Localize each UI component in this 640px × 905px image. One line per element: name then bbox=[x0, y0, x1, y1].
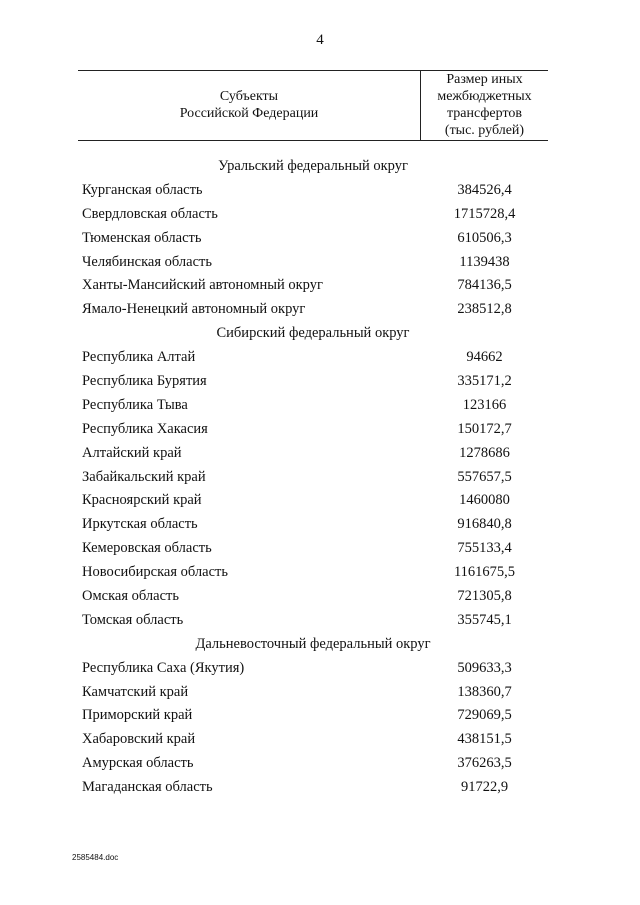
region-name: Республика Саха (Якутия) bbox=[82, 659, 245, 676]
region-name: Приморский край bbox=[82, 707, 193, 724]
region-name: Алтайский край bbox=[82, 444, 182, 461]
region-name: Кемеровская область bbox=[82, 540, 212, 557]
table-row bbox=[78, 442, 548, 466]
region-name: Тюменская область bbox=[82, 229, 202, 246]
transfer-amount: 755133,4 bbox=[457, 540, 512, 557]
table-row bbox=[78, 466, 548, 490]
region-name: Челябинская область bbox=[82, 253, 212, 270]
transfer-amount: 916840,8 bbox=[457, 516, 512, 533]
region-name: Магаданская область bbox=[82, 779, 213, 796]
table-row bbox=[78, 561, 548, 585]
region-name: Хабаровский край bbox=[82, 731, 196, 748]
region-name: Забайкальский край bbox=[82, 468, 206, 485]
transfer-amount: 1139438 bbox=[459, 253, 510, 270]
transfer-amount: 94662 bbox=[466, 349, 503, 366]
table-row bbox=[78, 394, 548, 418]
transfer-amount: 138360,7 bbox=[457, 683, 512, 700]
table-row bbox=[78, 489, 548, 513]
header-amount-line: межбюджетных bbox=[437, 89, 532, 104]
region-name: Камчатский край bbox=[82, 683, 189, 700]
region-name: Свердловская область bbox=[82, 205, 218, 222]
transfer-amount: 355745,1 bbox=[457, 611, 512, 628]
table-row bbox=[78, 179, 548, 203]
region-name: Ямало-Ненецкий автономный округ bbox=[82, 301, 306, 318]
transfer-amount: 1460080 bbox=[459, 492, 510, 509]
table-row bbox=[78, 609, 548, 633]
transfer-amount: 438151,5 bbox=[457, 731, 512, 748]
region-name: Красноярский край bbox=[82, 492, 202, 509]
header-amount-line: (тыс. рублей) bbox=[444, 123, 525, 138]
region-name: Курганская область bbox=[82, 181, 203, 198]
region-name: Томская область bbox=[82, 611, 184, 628]
page-number: 4 bbox=[316, 32, 324, 48]
header-amount bbox=[421, 71, 548, 139]
transfer-amount: 1161675,5 bbox=[453, 564, 516, 581]
transfer-amount: 729069,5 bbox=[457, 707, 512, 724]
table-row bbox=[78, 227, 548, 251]
transfer-amount: 384526,4 bbox=[457, 181, 512, 198]
header-subjects bbox=[78, 88, 420, 122]
table-row bbox=[78, 370, 548, 394]
table-row bbox=[78, 657, 548, 681]
transfer-amount: 509633,3 bbox=[457, 659, 512, 676]
transfer-amount: 91722,9 bbox=[460, 779, 509, 796]
region-name: Республика Алтай bbox=[82, 349, 196, 366]
table-row bbox=[78, 298, 548, 322]
region-name: Омская область bbox=[82, 588, 179, 605]
transfer-amount: 610506,3 bbox=[457, 229, 512, 246]
header-subjects-line: Российской Федерации bbox=[179, 106, 319, 121]
header-amount-line: Размер иных bbox=[446, 72, 523, 87]
region-name: Республика Хакасия bbox=[82, 420, 208, 437]
table-row bbox=[78, 752, 548, 776]
transfer-amount: 1278686 bbox=[459, 444, 510, 461]
district-heading: Дальневосточный федеральный округ bbox=[195, 635, 431, 652]
transfer-amount: 335171,2 bbox=[457, 373, 512, 390]
document-filename: 2585484.doc bbox=[72, 853, 119, 862]
region-name: Новосибирская область bbox=[82, 564, 228, 581]
table-row bbox=[78, 513, 548, 537]
region-name: Иркутская область bbox=[82, 516, 198, 533]
header-subjects-line: Субъекты bbox=[219, 89, 279, 104]
region-name: Ханты-Мансийский автономный округ bbox=[82, 277, 323, 294]
table-row bbox=[78, 681, 548, 705]
table-row bbox=[78, 585, 548, 609]
table-row bbox=[78, 537, 548, 561]
district-heading: Сибирский федеральный округ bbox=[216, 325, 410, 342]
region-name: Амурская область bbox=[82, 755, 194, 772]
transfer-amount: 1715728,4 bbox=[453, 205, 516, 222]
table-row bbox=[78, 728, 548, 752]
transfer-amount: 376263,5 bbox=[457, 755, 512, 772]
table-row bbox=[78, 203, 548, 227]
transfer-amount: 238512,8 bbox=[457, 301, 512, 318]
table-body bbox=[78, 155, 548, 800]
table-row bbox=[78, 251, 548, 275]
district-heading: Уральский федеральный округ bbox=[218, 158, 408, 174]
transfer-amount: 150172,7 bbox=[457, 420, 512, 437]
region-name: Республика Бурятия bbox=[82, 373, 207, 390]
header-bottom-rule bbox=[78, 140, 548, 141]
header-amount-line: трансфертов bbox=[446, 106, 523, 121]
table-row bbox=[78, 704, 548, 728]
table-row bbox=[78, 776, 548, 800]
transfer-amount: 721305,8 bbox=[457, 588, 512, 605]
transfer-amount: 784136,5 bbox=[457, 277, 512, 294]
transfer-amount: 557657,5 bbox=[457, 468, 512, 485]
table-row bbox=[78, 418, 548, 442]
region-name: Республика Тыва bbox=[82, 396, 188, 413]
transfer-amount: 123166 bbox=[462, 396, 507, 413]
table-row bbox=[78, 274, 548, 298]
table-row bbox=[78, 346, 548, 370]
